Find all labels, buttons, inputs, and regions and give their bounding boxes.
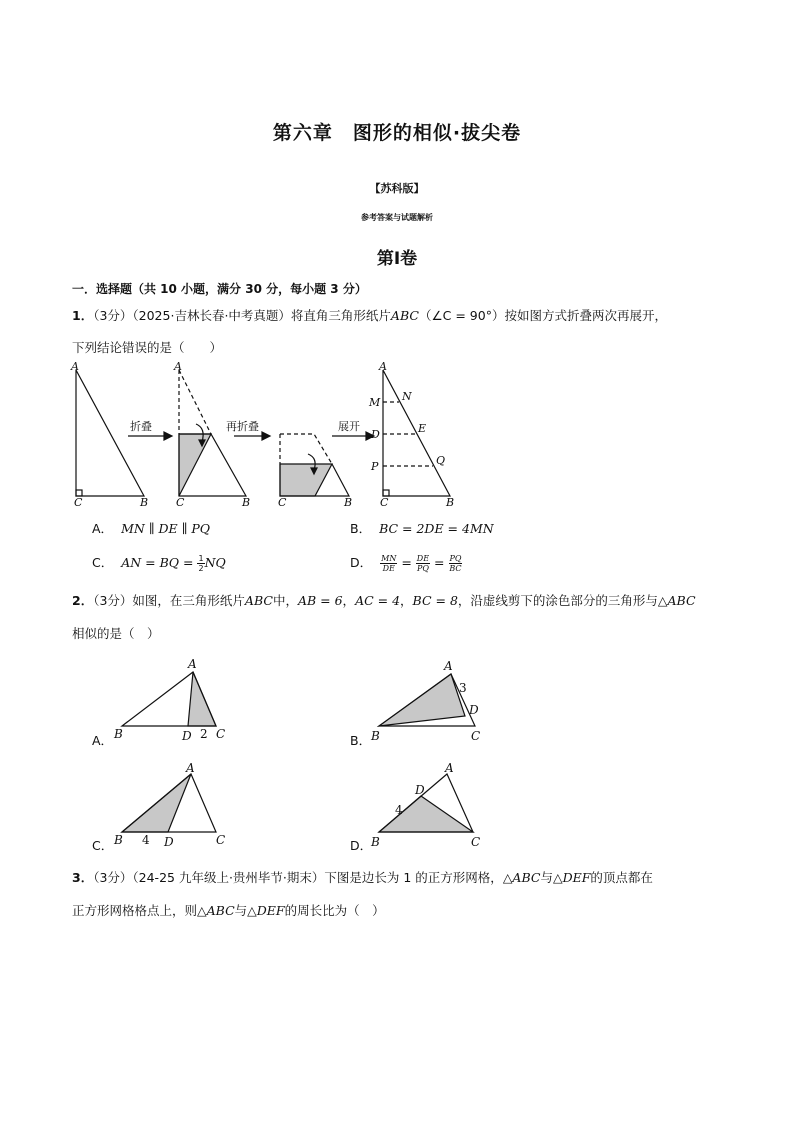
svg-text:2: 2 xyxy=(200,727,208,741)
q1-label: B xyxy=(446,496,455,509)
q1-triangle-unfolded xyxy=(383,370,450,496)
q1-label: P xyxy=(371,460,379,473)
svg-text:B: B xyxy=(371,729,380,743)
fraction: $\frac{MN}{DE}$ xyxy=(381,554,397,573)
volume-heading: 第Ⅰ卷 xyxy=(376,249,418,269)
q1-label: E xyxy=(418,422,427,435)
option-text: AN = BQ = xyxy=(121,555,198,570)
q2-option-d[interactable]: D． xyxy=(350,838,373,853)
page-title: 第六章 图形的相似·拔尖卷 xyxy=(272,122,522,144)
q1-number: 1． xyxy=(72,308,94,323)
q1-label: A xyxy=(71,360,79,373)
svg-text:C: C xyxy=(471,835,481,849)
q1-label: M xyxy=(369,396,381,409)
q2-figure-d xyxy=(365,758,505,850)
q1-shaded-fold-1 xyxy=(179,434,211,496)
q1-label: C xyxy=(74,496,83,509)
q1-arrow1-label: 折叠 xyxy=(130,420,152,433)
fraction: $\frac{PQ}{BC}$ xyxy=(449,554,462,573)
q2-option-a[interactable]: A． xyxy=(92,733,114,748)
section-heading: 一．选择题（共 10 小题，满分 30 分，每小题 3 分） xyxy=(72,282,367,296)
q1-label: C xyxy=(278,496,287,509)
svg-text:A: A xyxy=(444,659,453,673)
edition-label: 【苏科版】 xyxy=(369,182,425,195)
svg-text:C: C xyxy=(471,729,481,743)
q3-line2: 正方形网格格点上，则△ABC与△DEF的周长比为（ ） xyxy=(72,903,385,918)
q2-option-c[interactable]: C． xyxy=(92,838,114,853)
q1-label: B xyxy=(344,496,353,509)
q1-label: C xyxy=(176,496,185,509)
svg-text:C: C xyxy=(216,833,226,847)
option-letter: D． xyxy=(350,555,373,570)
svg-text:D: D xyxy=(469,703,479,717)
svg-text:D: D xyxy=(164,835,174,849)
q3-line1: 3．（3分）（24-25 九年级上·贵州毕节·期末）下图是边长为 1 的正方形网格，△ABC与△DEF的顶点都在 xyxy=(72,870,653,885)
svg-text:A: A xyxy=(188,657,197,671)
svg-text:D: D xyxy=(182,729,192,743)
option-letter: B． xyxy=(350,521,372,536)
svg-text:C: C xyxy=(216,727,226,741)
q1-line1 xyxy=(72,308,667,324)
q1-label: C xyxy=(380,496,389,509)
q3-number: 3． xyxy=(72,870,94,885)
q1-arrow2-label: 再折叠 xyxy=(226,420,259,433)
svg-text:D: D xyxy=(415,783,425,797)
q1-shaded-fold-2 xyxy=(280,464,332,496)
q2-figure-a xyxy=(110,652,240,744)
q1-text-b: 按如图方式折叠两次再展开， xyxy=(504,308,667,323)
option-letter: C． xyxy=(92,555,114,570)
q2-number: 2． xyxy=(72,593,94,608)
q2-figure-b xyxy=(365,652,505,744)
q1-angle: （∠C = 90°） xyxy=(418,308,505,323)
q2-figure-c xyxy=(110,758,240,850)
q1-label: B xyxy=(242,496,251,509)
option-text: BC = 2DE = 4MN xyxy=(379,521,494,536)
svg-text:4: 4 xyxy=(395,803,403,817)
q1-label: Q xyxy=(436,454,446,467)
q1-label: D xyxy=(371,428,380,441)
q1-figure xyxy=(66,360,486,512)
option-text: MN ∥ DE ∥ PQ xyxy=(121,521,211,536)
fraction: $\frac{1}{2}$ xyxy=(198,554,204,573)
q1-math-abc: ABC xyxy=(390,308,419,323)
q1-option-c[interactable]: C． AN = BQ = $\frac{1}{2}$ NQ xyxy=(92,554,226,573)
svg-text:4: 4 xyxy=(142,833,150,847)
q1-label: B xyxy=(140,496,149,509)
q1-arrow3-label: 展开 xyxy=(338,420,360,433)
svg-text:B: B xyxy=(371,835,380,849)
q1-option-b[interactable] xyxy=(350,519,494,537)
q2-line1: 2．（3分）如图，在三角形纸片ABC中，AB = 6，AC = 4，BC = 8，沿虚线剪下的涂色部分的三角形与△ABC xyxy=(72,593,696,608)
q1-label: A xyxy=(174,360,182,373)
svg-text:A: A xyxy=(445,761,454,775)
page-subtitle: 参考答案与试题解析 xyxy=(361,213,433,222)
q2-line2: 相似的是（ ） xyxy=(72,626,160,641)
q1-label: N xyxy=(402,390,412,403)
svg-text:B: B xyxy=(114,727,123,741)
q1-text-a: （3分）（2025·吉林长春·中考真题）将直角三角形纸片 xyxy=(93,308,391,323)
svg-text:3: 3 xyxy=(459,681,467,695)
q1-option-d[interactable]: D． $\frac{MN}{DE}$ = $\frac{DE}{PQ}$ = $\frac{PQ}{BC}$ xyxy=(350,554,462,573)
svg-text:B: B xyxy=(114,833,123,847)
q1-line2: 下列结论错误的是（ ） xyxy=(72,340,223,355)
q2-option-b[interactable]: B． xyxy=(350,733,372,748)
q1-label: A xyxy=(379,360,387,373)
q1-option-a[interactable] xyxy=(92,519,210,537)
svg-text:A: A xyxy=(186,761,195,775)
option-letter: A． xyxy=(92,521,114,536)
fraction: $\frac{DE}{PQ}$ xyxy=(416,554,430,573)
q1-triangle-original xyxy=(76,370,144,496)
